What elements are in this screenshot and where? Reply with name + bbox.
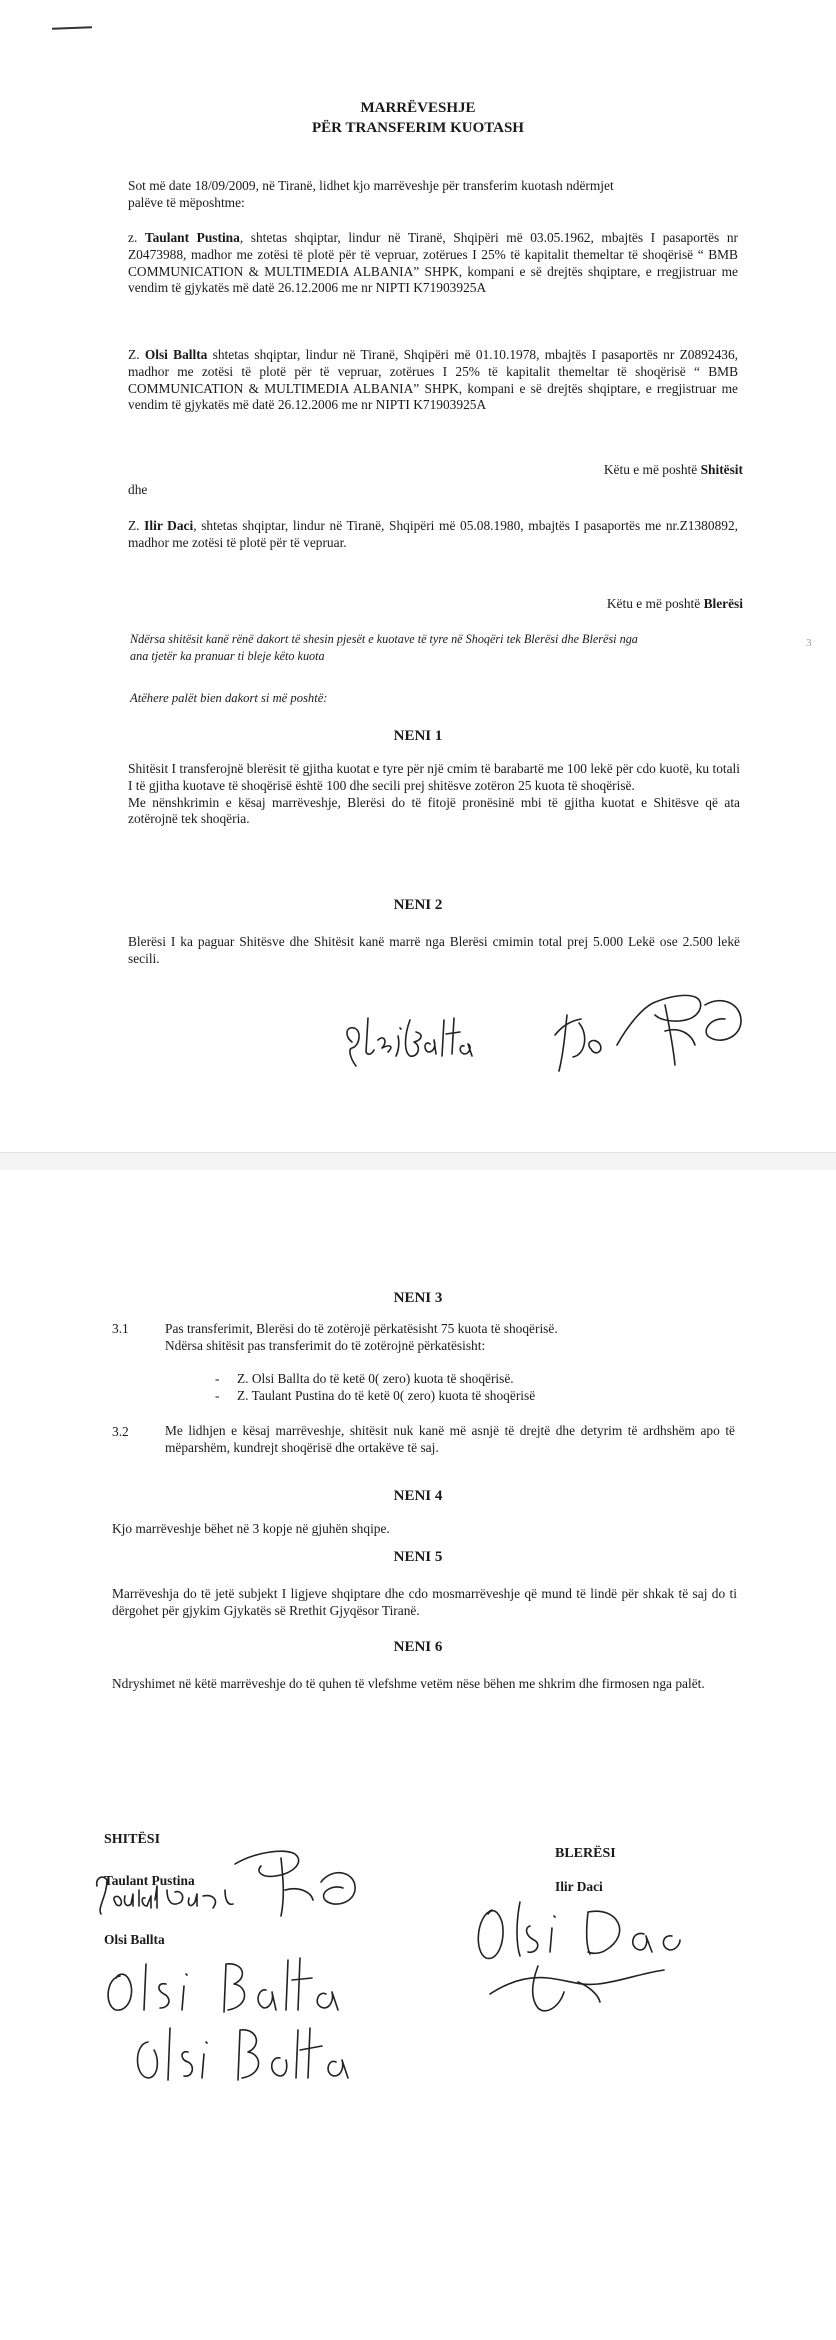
bullet-dash: - <box>215 1371 220 1386</box>
clause-3-1-line-1: Pas transferimit, Blerësi do të zotërojë përkatësisht 75 kuota të shoqërisë. <box>165 1321 558 1336</box>
intro-line-2: palëve të mëposhtme: <box>128 194 245 210</box>
party-1-text: , shtetas shqiptar, lindur në Tiranë, Shqipëri më 03.05.1962, mbajtës I pasaportës nr Z0473988, madhor me zotësi të plotë për të vepruar, zotërues I 25% të kapitalit themeltar të shoqërisë “ BMB COMMUNICATION & MULTIMEDIA ALBANIA” SHPK, kompani e së drejtës shqiptare, e rregjistruar me vendim të gjykatës më datë 26.12.2006 me nr NIPTI K71903925A <box>128 230 738 296</box>
party-3-paragraph <box>128 518 738 552</box>
sellers-reference <box>128 462 743 478</box>
document-page-2 <box>0 1170 836 2340</box>
list-item-text: Z. Taulant Pustina do të ketë 0( zero) kuota të shoqërisë <box>237 1388 536 1403</box>
party-3-name: Ilir Daci <box>144 518 194 533</box>
clause-3-2: Me lidhjen e kësaj marrëveshje, shitësit nuk kanë më asnjë të drejtë dhe detyrim të ardhshëm apo të mëparshëm, kundrejt shoqërisë dhe ortakëve të saj. <box>165 1423 735 1455</box>
article-2-body: Blerësi I ka paguar Shitësve dhe Shitësit kanë marrë nga Blerësi cmimin total prej 5.000 Lekë ose 2.500 lekë secili. <box>128 934 740 966</box>
clause-3-2-number: 3.2 <box>112 1424 129 1439</box>
party-2-paragraph <box>128 347 738 414</box>
sellers-label: SHITËSI <box>104 1832 161 1847</box>
recital-line-2: ana tjetër ka pranuar ti bleje këto kuota <box>130 649 325 663</box>
recital-line-1: Ndërsa shitësit kanë rënë dakort të shesin pjesët e kuotave të tyre në Shoqëri tek Blerësi dhe Blerësi nga <box>130 632 638 646</box>
list-item <box>215 1387 535 1404</box>
buyer-label: BLERËSI <box>555 1846 616 1861</box>
party-3-prefix: Z. <box>128 518 145 533</box>
party-2-name: Olsi Ballta <box>144 347 208 362</box>
party-1-name: Taulant Pustina <box>144 230 240 245</box>
article-5-body: Marrëveshja do të jetë subjekt I ligjeve shqiptare dhe cdo mosmarrëveshje që mund të lindë për shkak të saj do ti dërgohet për gjykim Gjykatës së Rrethit Gjyqësor Tiranë. <box>112 1586 737 1618</box>
intro-line-1: Sot më date 18/09/2009, në Tiranë, lidhet kjo marrëveshje për transferim kuotash ndërmjet <box>128 178 614 193</box>
article-4-title: NENI 4 <box>393 1488 443 1504</box>
page-separator <box>0 1152 836 1172</box>
article-4-body: Kjo marrëveshje bëhet në 3 kopje në gjuhën shqipe. <box>112 1521 390 1536</box>
article-3-title: NENI 3 <box>393 1290 443 1306</box>
buyer-name: Ilir Daci <box>555 1879 603 1894</box>
clause-3-1-line-2: Ndërsa shitësit pas transferimit do të zotërojnë përkatësisht: <box>165 1338 486 1353</box>
seller-1-name: Taulant Pustina <box>104 1873 195 1888</box>
buyer-ref-name: Blerësi <box>703 596 743 611</box>
clause-3-1 <box>165 1320 740 1354</box>
article-1-p2: Me nënshkrimin e kësaj marrëveshje, Blerësi do të fitojë pronësinë mbi të gjitha kuotat e Shitësve që ata zotërojnë tek shoqëria. <box>128 794 740 827</box>
signature-taulant-pustina <box>545 975 750 1080</box>
recital <box>130 631 750 665</box>
corner-mark <box>52 26 92 29</box>
party-2-text: shtetas shqiptar, lindur në Tiranë, Shqipëri më 01.10.1978, mbajtës I pasaportës nr Z0892436, madhor me zotësi të plotë për të vepruar, zotërues I 25% të kapitalit themeltar të shoqërisë “ BMB COMMUNICATION & MULTIMEDIA ALBANIA” SHPK, kompani e së drejtës shqiptare, e rregjistruar me vendim të gjykatës më datë 26.12.2006 me nr NIPTI K71903925A <box>128 347 739 413</box>
article-1-p1: Shitësit I transferojnë blerësit të gjitha kuotat e tyre për një cmim të barabartë me 100 lekë për cdo kuotë, ku totali I të gjitha kuotave të shoqërisë është 100 dhe secili prej shitësve zotëron 25 kuota të shoqërisë. <box>128 761 740 793</box>
signature-olsi-ballta <box>338 1000 488 1080</box>
signature-olsi-ballta-2 <box>98 1950 348 2022</box>
article-1-title: NENI 1 <box>393 728 443 744</box>
buyer-reference <box>128 596 743 612</box>
list-item <box>215 1370 535 1387</box>
bullet-dash: - <box>215 1388 220 1403</box>
signature-taulant-pustina-2 <box>85 1838 375 1928</box>
and-word: dhe <box>128 482 148 497</box>
seller-2-name: Olsi Ballta <box>104 1932 165 1947</box>
sellers-ref-name: Shitësit <box>700 462 743 477</box>
intro-paragraph <box>128 178 738 212</box>
article-6-body: Ndryshimet në këtë marrëveshje do të quhen të vlefshme vetëm nëse bëhen me shkrim dhe firmosen nga palët. <box>112 1676 705 1691</box>
party-2-prefix: Z. <box>128 347 145 362</box>
buyer-ref-prefix: Këtu e më poshtë <box>606 596 704 611</box>
clause-3-1-number: 3.1 <box>112 1321 129 1336</box>
signature-ilir-daci <box>468 1882 698 2022</box>
party-1-paragraph <box>128 230 738 297</box>
title-line-1: MARRËVESHJE <box>360 100 476 116</box>
article-5-title: NENI 5 <box>393 1549 443 1565</box>
title-line-2: PËR TRANSFERIM KUOTASH <box>312 120 524 136</box>
clause-3-1-list <box>215 1370 535 1404</box>
list-item-text: Z. Olsi Ballta do të ketë 0( zero) kuota të shoqërisë. <box>237 1371 514 1386</box>
party-3-text: , shtetas shqiptar, lindur në Tiranë, Shqipëri më 05.08.1980, mbajtës I pasaportës me nr.Z1380892, madhor me zotësi të plotë për të vepruar. <box>128 518 738 550</box>
party-1-prefix: z. <box>128 230 145 245</box>
signature-olsi-ballta-3 <box>130 2016 360 2096</box>
article-6-title: NENI 6 <box>393 1639 443 1655</box>
document-page-1 <box>0 0 836 1152</box>
article-2-title: NENI 2 <box>393 897 443 913</box>
agree-line: Atëhere palët bien dakort si më poshtë: <box>130 691 328 705</box>
margin-mark: 3 <box>806 637 812 649</box>
article-1-body <box>128 761 740 828</box>
sellers-ref-prefix: Këtu e më poshtë <box>603 462 701 477</box>
